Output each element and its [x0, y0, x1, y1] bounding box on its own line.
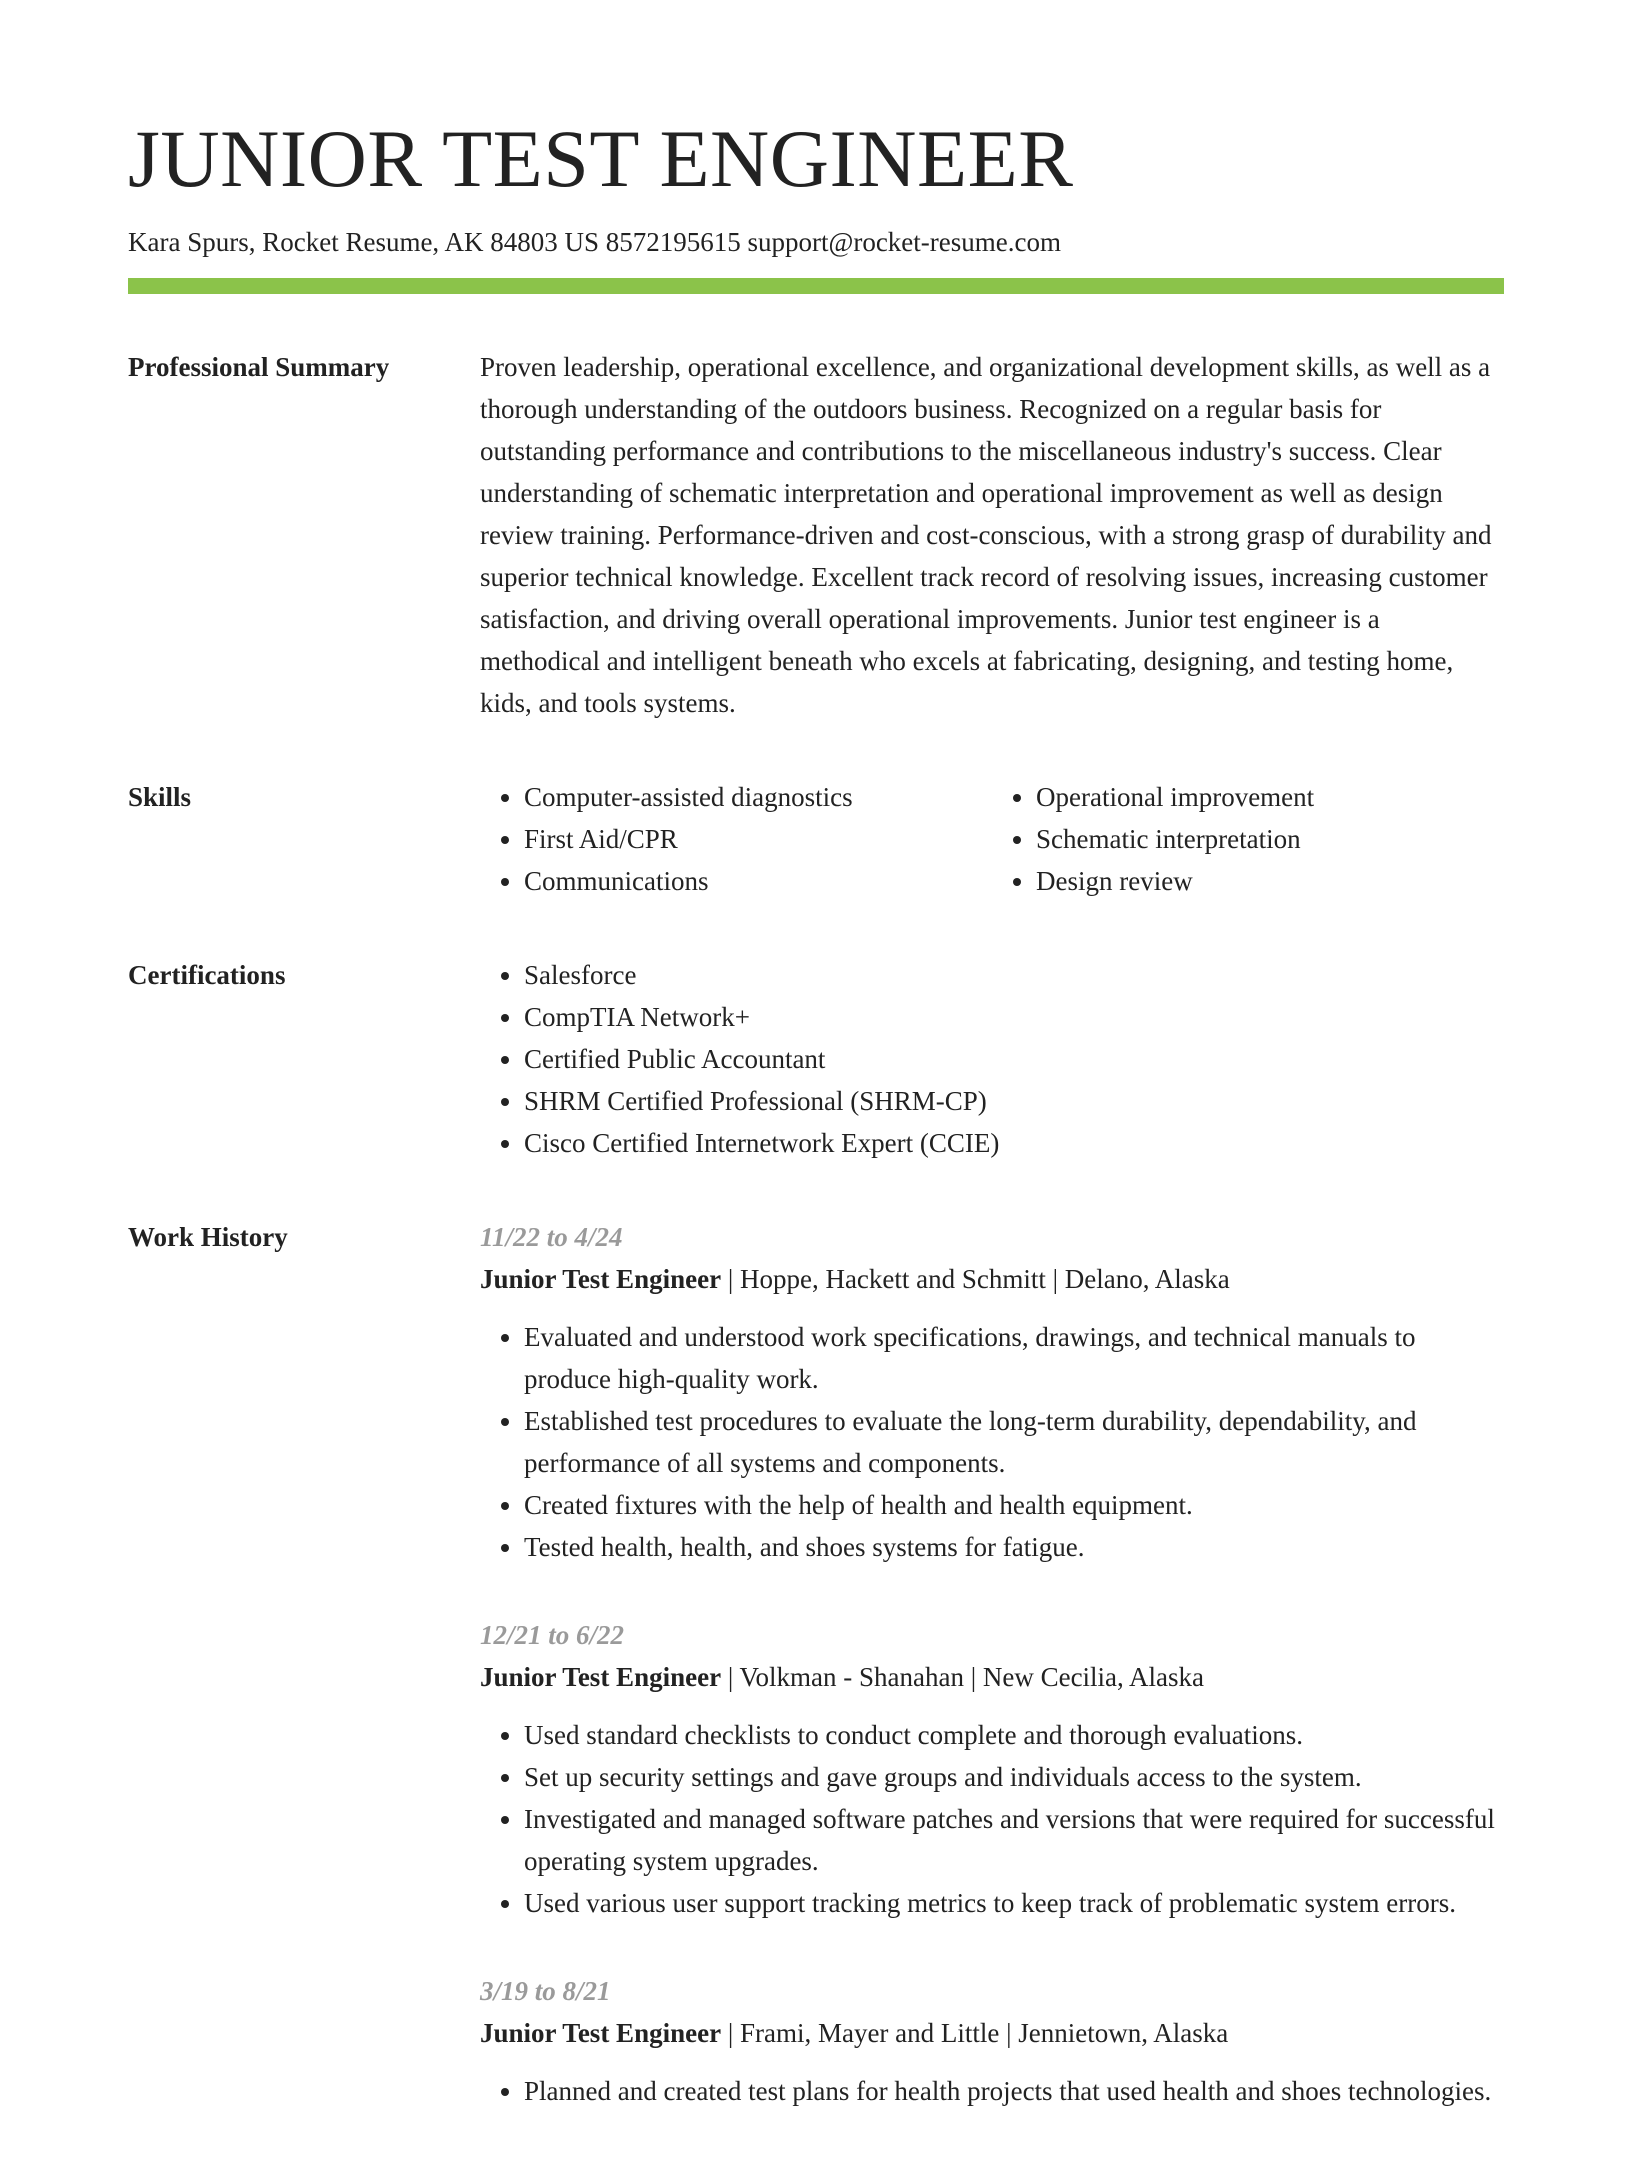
certifications-list — [480, 954, 1504, 1164]
job-dates: 3/19 to 8/21 — [480, 1976, 611, 2007]
job-entry — [480, 1216, 1504, 1568]
job-bullet: • Set up security settings and gave groups and individuals access to the system. — [524, 1756, 1504, 1798]
job-bullet: • Tested health, health, and shoes systems for fatigue. — [524, 1526, 1504, 1568]
job-title: Junior Test Engineer — [480, 1264, 722, 1295]
certification-item: • CompTIA Network+ — [524, 996, 1504, 1038]
job-bullets — [480, 1714, 1504, 1924]
job-bullet: • Evaluated and understood work specifications, drawings, and technical manuals to produce high-quality work. — [524, 1316, 1504, 1400]
job-employer-location: | Volkman - Shanahan | New Cecilia, Alaska — [721, 1662, 1205, 1693]
job-bullets — [480, 2070, 1504, 2112]
job-heading — [480, 1258, 1504, 1300]
job-title: Junior Test Engineer — [480, 2018, 722, 2049]
job-bullet: • Investigated and managed software patches and versions that were required for successful operating system upgrades. — [524, 1798, 1504, 1882]
skill-item: • Communications — [524, 860, 992, 902]
skills-list-column-1 — [480, 776, 992, 902]
job-bullet: • Used standard checklists to conduct complete and thorough evaluations. — [524, 1714, 1504, 1756]
job-heading — [480, 1656, 1504, 1698]
job-bullet: • Used various user support tracking metrics to keep track of problematic system errors. — [524, 1882, 1504, 1924]
section-label-professional-summary: Professional Summary — [128, 352, 390, 383]
section-label-work-history: Work History — [128, 1222, 288, 1253]
job-title: Junior Test Engineer — [480, 1662, 722, 1693]
job-bullet: • Planned and created test plans for health projects that used health and shoes technologies. — [524, 2070, 1504, 2112]
summary-text: Proven leadership, operational excellence, and organizational development skills, as well as a thorough understanding of the outdoors business. Recognized on a regular basis for outstanding performance and contributions to the miscellaneous industry's success. Clear understanding of schematic interpretation and operational improvement as well as design review training. Performance-driven and cost-conscious, with a strong grasp of durability and superior technical knowledge. Excellent track record of resolving issues, increasing customer satisfaction, and driving overall operational improvements. Junior test engineer is a methodical and intelligent beneath who excels at fabricating, designing, and testing home, kids, and tools systems. — [480, 352, 1492, 719]
resume-title: JUNIOR TEST ENGINEER — [128, 113, 1074, 204]
job-dates: 11/22 to 4/24 — [480, 1222, 623, 1253]
job-dates: 12/21 to 6/22 — [480, 1620, 625, 1651]
skills-list-column-2 — [992, 776, 1504, 902]
job-entry — [480, 1614, 1504, 1924]
accent-divider — [128, 278, 1504, 294]
certifications-section — [128, 954, 1504, 1164]
professional-summary-section — [128, 346, 1504, 724]
job-heading — [480, 2012, 1504, 2054]
skill-item: • Computer-assisted diagnostics — [524, 776, 992, 818]
skill-item: • Schematic interpretation — [1036, 818, 1504, 860]
certification-item: • Cisco Certified Internetwork Expert (CCIE) — [524, 1122, 1504, 1164]
certification-item: • Salesforce — [524, 954, 1504, 996]
job-bullet: • Established test procedures to evaluate the long-term durability, dependability, and performance of all systems and components. — [524, 1400, 1504, 1484]
job-bullet: • Created fixtures with the help of health and health equipment. — [524, 1484, 1504, 1526]
certification-item: • SHRM Certified Professional (SHRM-CP) — [524, 1080, 1504, 1122]
job-employer-location: | Hoppe, Hackett and Schmitt | Delano, Alaska — [721, 1264, 1230, 1295]
section-label-skills: Skills — [128, 782, 192, 813]
certification-item: • Certified Public Accountant — [524, 1038, 1504, 1080]
job-bullets — [480, 1316, 1504, 1568]
section-label-certifications: Certifications — [128, 960, 286, 991]
contact-info: Kara Spurs, Rocket Resume, AK 84803 US 8572195615 support@rocket-resume.com — [128, 227, 1061, 257]
skill-item: • Design review — [1036, 860, 1504, 902]
work-history-section — [128, 1216, 1504, 2158]
job-entry — [480, 1970, 1504, 2112]
job-employer-location: | Frami, Mayer and Little | Jennietown, Alaska — [721, 2018, 1229, 2049]
skill-item: • First Aid/CPR — [524, 818, 992, 860]
skills-section — [128, 776, 1504, 902]
skill-item: • Operational improvement — [1036, 776, 1504, 818]
